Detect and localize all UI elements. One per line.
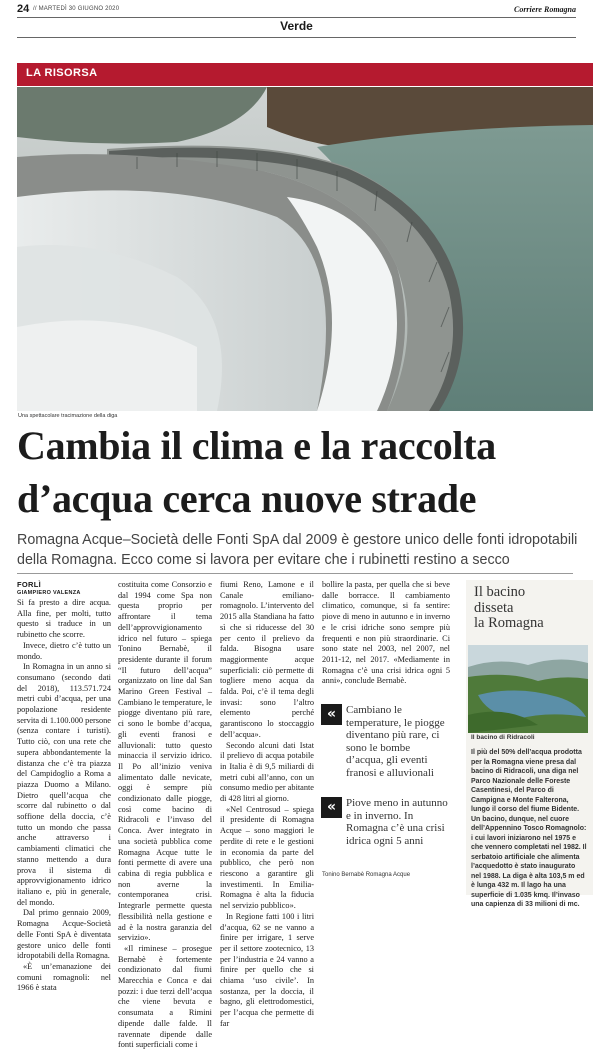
quote-mark-icon: « bbox=[321, 797, 342, 818]
headline-line-1: Cambia il clima e la raccolta bbox=[17, 423, 496, 468]
paragraph: fiumi Reno, Lamone e il Canale emiliano-romagnolo. L’intervento del 2015 alla Standiana ha fatto sì che si riducesse del 30 per cento il prelievo da falda. Bisogna usare maggiormente acque superficiali: ciò permette di togliere meno acqua da falda. Poi, c’è il tema degli invasi: sono l’altro elemento perché garantiscono lo stoccaggio dell’acqua». bbox=[220, 580, 314, 739]
photo-caption: Una spettacolare tracimazione della diga bbox=[18, 413, 118, 419]
quote-signature: Tonino Bernabè Romagna Acque bbox=[322, 872, 411, 878]
paragraph: In Regione fatti 100 i litri d’acqua, 62 se ne vanno a finire per irrigare, 1 serve per il settore zootecnico, 13 per l’industria e 24 vanno a finire per quello che si chiama ‘uso civile’. In sostanza, per la doccia, il bagno, gli elettrodomestici, per l’acqua che permette di far bbox=[220, 911, 314, 1028]
topic-banner-label: LA RISORSA bbox=[26, 67, 98, 79]
paragraph: bollire la pasta, per quella che si beve dalle borracce. Il cambiamento climatico, comunque, si fa sentire: piove di meno in autunno e in inverno e le crisi idriche sono sempre più frequenti e non più straordinarie. Ci sono state nel 2003, nel 2007, nel 2011-12, nel 2017. «Mediamente in Romagna c’è una crisi idrica ogni 5 anni», conclude Bernabè. bbox=[322, 580, 450, 686]
article-column-4 bbox=[322, 580, 450, 687]
paragraph: costituita come Consorzio e dal 1994 come Spa non questa proprio per affrontare il tema dell’approvvigionamento idrico nel futuro – spiega Tonino Bernabè, il presidente durante il forum “Il futuro dell’acqua” organizzato on line dal San Marino Green Festival – Cambiano le temperature, le piogge diventano più rare, ci sono le bombe d’acqua, gli eventi franosi e alluvionali: tutto questo minaccia il servizio idrico. Il Po all’inizio veniva alimentato dalle nevicate, oggi è sempre più condizionato dalle piogge, così come bacino di Ridracoli e l’invaso del Conca. Aver integrato in una società pubblica come Romagna Acque tutte le fonti permette di avere una cabina di regia pubblica e non averne la contemporanea crisi. Integrarle permette questa flessibilità nella gestione e ad è la nostra garanzia del servizio». bbox=[118, 580, 212, 943]
publication-name: Corriere Romagna bbox=[513, 5, 576, 14]
deck-rule bbox=[17, 573, 573, 574]
headline bbox=[17, 419, 587, 525]
topic-banner bbox=[17, 63, 593, 86]
section-title: Verde bbox=[280, 19, 313, 33]
section-rule bbox=[17, 37, 576, 38]
deck-line-2: della Romagna. Ecco come si lavora per evitare che i rubinetti restino a secco bbox=[17, 552, 510, 568]
sidebar-title-line: la Romagna bbox=[474, 615, 544, 631]
article-column-1 bbox=[17, 580, 111, 994]
sidebar-image-caption: Il bacino di Ridracoli bbox=[471, 734, 535, 741]
sidebar-title bbox=[474, 585, 574, 632]
lake-photo bbox=[468, 645, 588, 733]
byline: GIAMPIERO VALENZA bbox=[17, 590, 81, 596]
quote-mark-icon: « bbox=[321, 704, 342, 725]
page-number: 24 bbox=[17, 3, 30, 15]
pull-quote-1 bbox=[322, 704, 450, 779]
paragraph: Invece, dietro c’è tutto un mondo. bbox=[17, 640, 111, 661]
dam-photo bbox=[17, 87, 593, 411]
pull-quote-text: Piove meno in autunno e in inverno. In Romagna c’è una crisi idrica ogni 5 anni bbox=[346, 797, 448, 847]
top-rule bbox=[17, 17, 576, 18]
article-column-2 bbox=[118, 580, 212, 1051]
headline-line-2: d’acqua cerca nuove strade bbox=[17, 476, 477, 521]
paragraph: Dal primo gennaio 2009, Romagna Acque-Società delle Fonti SpA è diventata gestore unico delle fonti idropotabili della Romagna. bbox=[17, 908, 111, 961]
sidebar-title-line: Il bacino bbox=[474, 584, 526, 600]
paragraph: «È un’emanazione dei comuni romagnoli: nel 1966 è stata bbox=[17, 961, 111, 993]
sidebar-title-line: disseta bbox=[474, 599, 514, 616]
deck-line-1: Romagna Acque–Società delle Fonti SpA dal 2009 è gestore unico delle fonti idropotabili bbox=[17, 532, 578, 548]
paragraph: In Romagna in un anno si consumano (secondo dati del 2018), 113.571.724 metri cubi d’acqua, per una popolazione residente servita di 1.100.000 persone (senza contare i turisti). Tutto ciò, con una rete che supera abbondantemente la distanza che c’è tra piazza del Campidoglio a Roma a piazza Duomo a Milano. Dietro quell’acqua che scorre dal rubinetto o dal soffione della doccia, c’è tutto un mondo che passa anche attraverso i cambiamenti climatici che stanno mettendo a dura prova il sistema di approvvigionamento idrico italiano e, più in generale, del mondo. bbox=[17, 662, 111, 907]
pull-quote-2 bbox=[322, 797, 450, 847]
paragraph: Si fa presto a dire acqua. Alla fine, per molti, tutto questo si traduce in un rubinetto che scorre. bbox=[17, 598, 111, 640]
article-column-3 bbox=[220, 580, 314, 1030]
pull-quote-text: Cambiano le temperature, le piogge diventano più rare, ci sono le bombe d’acqua, gli eventi franosi e alluvionali bbox=[346, 704, 445, 779]
dateline-city: FORLÌ bbox=[17, 580, 41, 589]
paragraph: «Nel Centrosud – spiega il presidente di Romagna Acque – sono maggiori le perdite di rete e le gestioni in economia da parte del pubblico, che però non riescono a garantire gli investimenti. In Emilia-Romagna è alta la fiducia nel servizio pubblico». bbox=[220, 804, 314, 911]
deck bbox=[17, 530, 587, 570]
issue-date: // MARTEDÌ 30 GIUGNO 2020 bbox=[33, 6, 120, 12]
sidebar-text: Il più del 50% dell’acqua prodotta per la Romagna viene presa dal bacino di Ridracoli, una diga nel Parco Nazionale delle Foreste Casentinesi, del Parco di Campigna e Monte Falterona, lungo il corso del fiume Bidente. Un bacino, dunque, nel cuore dell’Appennino Tosco Romagnolo: i cui lavori iniziarono nel 1975 e che vennero completati nel 1982. Il serbatoio artificiale che alimenta l’acquedotto è stato inaugurato nel 1988. La diga è alta 103,5 m ed è lunga 432 m. Il lago ha una superficie di 1.035 kmq. Il’invaso una capienza di 33 milioni di mc. bbox=[471, 749, 587, 908]
paragraph: Secondo alcuni dati Istat il prelievo di acqua potabile in Italia è di 9,5 miliardi di metri cubi all’anno, con un consumo medio per abitante di 428 litri al giorno. bbox=[220, 740, 314, 804]
paragraph: «Il riminese – prosegue Bernabè è fortemente condizionato dal fiumi Marecchia e Conca e dai pozzi: i due terzi dell’acqua che viene bevuta e consumata a Rimini dipende dalle falde. Il ravennate dipende dalle fonti superficiali come i bbox=[118, 943, 212, 1050]
